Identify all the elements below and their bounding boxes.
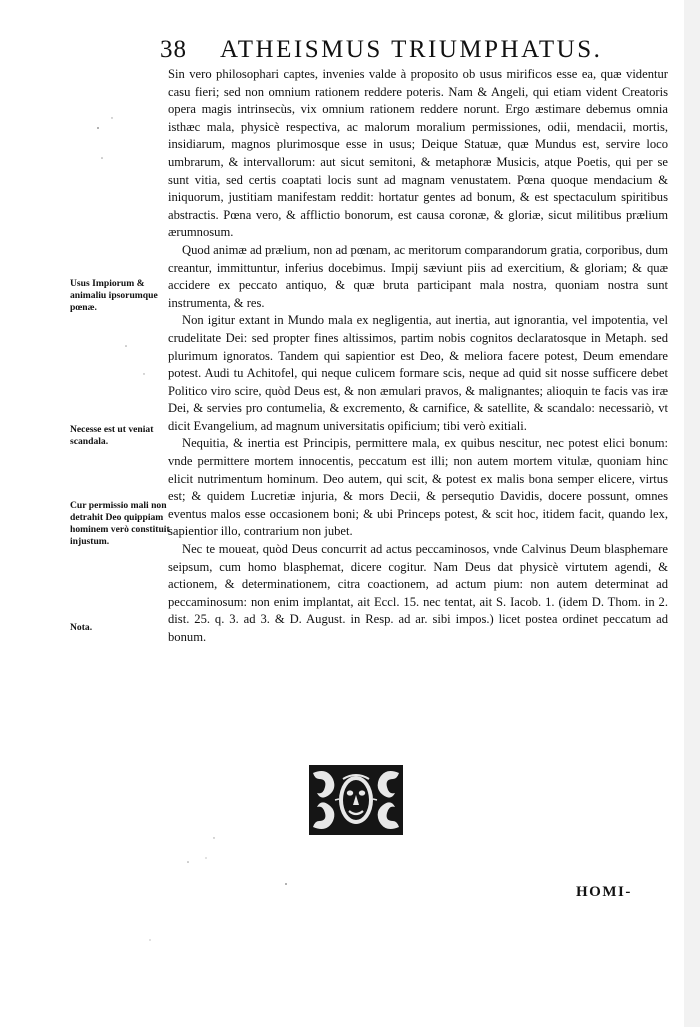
page-number: 38: [160, 36, 187, 63]
margin-note-usus: Usus Impiorum & animaliu ipsorumque pœnæ.: [70, 278, 158, 313]
paragraph-4: Nequitia, & inertia est Principis, permittere mala, ex quibus nescitur, nec potest elici bonum: vnde permittere mortem innocentis, peccatum est illi; non autem mortem vitulæ, quoniam hinc elicit nutrimentum hominum. Deo autem, qui scit, & potest ex malis bona semper elicere, virtus est; & quidem Lucretiæ injuria, & mors Decii, & persequtio Davidis, docere possunt, omnes eventus malos esse occasionem boni; & ubi Princeps potest, & scit hoc, itidem facit, quando lex, sapientior illo, contrarium non jubet.: [168, 436, 668, 539]
margin-note-necesse: Necesse est ut veniat scandala.: [70, 424, 154, 447]
page-header: [160, 36, 640, 70]
margin-note-nota: Nota.: [70, 622, 93, 633]
paragraph-5: Nec te moueat, quòd Deus concurrit ad actus peccaminosos, vnde Calvinus Deum blasphemare seipsum, cum homo blasphemat, dicere cogitur. Nam Deus dat physicè virtutem agendi, & actionem, & determinationem, citra coactionem, ad actum pium: non autem determinat ad peccaminosum: non enim implantat, ait Eccl. 15. nec tentat, ait S. Iacob. 1. (idem D. Thom. in 2. dist. 25. q. 3. ad 3. & D. August. in Resp. ad ar. sibi impos.) licet postea ordinet peccatum ad bonum.: [168, 542, 668, 644]
main-text-column: [168, 66, 668, 647]
catchword: HOMI-: [576, 884, 632, 900]
paragraph-3: Non igitur extant in Mundo mala ex negligentia, aut inertia, aut ignorantia, vel impotentia, vel crudelitate Dei: sed propter fines altissimos, partim nobis cognitos declaratosque in Metaph. sed plurimum ignoratos. Tandem qui sapientior est Deo, & meliora facere potest, Deum emendare potest. Audi tu Achitofel, qui neque culicem formare scis, neque ad quid sit nosse sufficere debet Politico viro scire, quòd Deus est, & non æmulari pravos, & malignantes; alioquin te facis vas iræ Dei, & servies pro contumelia, & excremento, & carnifice, & satellite, & scandalo: necessariò, vt dicit Evangelium, ad magnum universitatis opificium; tibi verò exitiali.: [168, 313, 668, 433]
paragraph-2: Quod animæ ad prælium, non ad pœnam, ac meritorum comparandorum gratia, corporibus, dum creantur, immittuntur, inferius docebimus. Impij sæviunt piis ad exercitium, & gloriam; & quæ accidere ex peccato antiquo, & quæ bruta participant mala nostra, quoniam nostra sunt instrumenta, & res.: [168, 242, 668, 310]
woodcut-grotesque-mask-ornament-icon: [309, 765, 403, 835]
paragraph-1: Sin vero philosophari captes, invenies valde à proposito ob usus mirificos esse ea, quæ videntur casu fieri; sed non omnium rationem reddere poteris. Nam & Angeli, qui etiam vident Creatoris opera magis intrinsecùs, vix omnium rationem reddere norunt. Ergo æstimare debemus omnia isthæc mala, physicè respectiva, ac malorum moralium permissiones, odii, mendacii, mortis, insidiarum, magnos plurimosque esse in usus; Deique Statuæ, quæ Mundus est, servire loco umbrarum, & intervallorum: aut sicut semitoni, & metaphoræ Musicis, atque Poetis, qui per se sunt vitia, sed certis coaptati locis sunt ad magnam venustatem. Pœna quoque mendacium & iniquorum, justitiam manifestam reddit: hortatur gentes ad bonum, & est spectaculum spiritibus abstractis. Pœna vero, & afflictio bonorum, est causa coronæ, & gloriæ, sicut militibus prælium ærumnosum.: [168, 67, 668, 240]
running-title: ATHEISMUS TRIUMPHATUS.: [220, 36, 603, 63]
margin-note-cur: Cur permissio mali non detrahit Deo quippiam hominem verò constituit injustum.: [70, 500, 170, 547]
